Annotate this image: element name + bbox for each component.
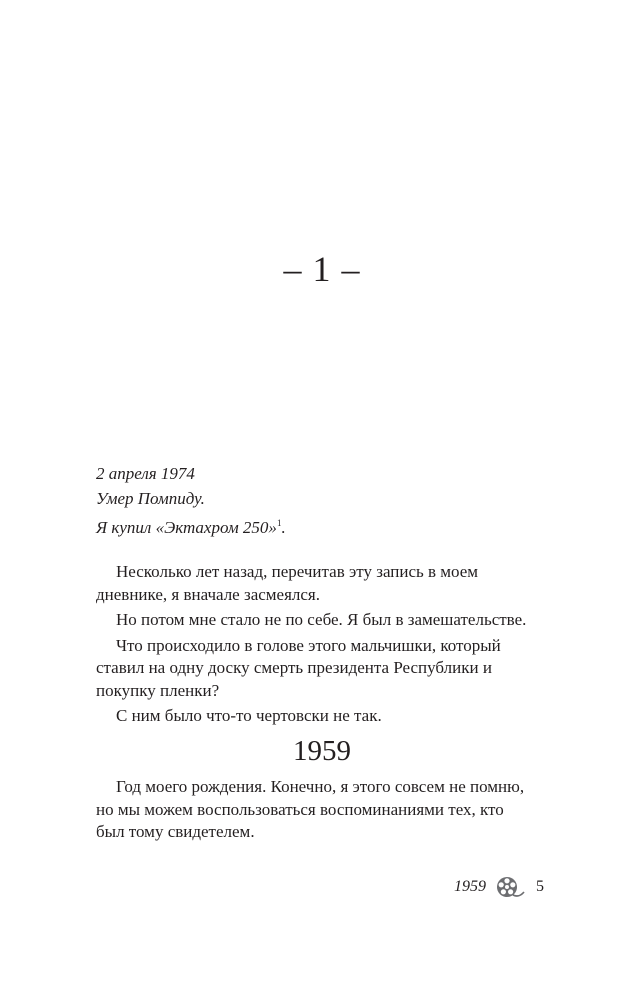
epigraph-date: 2 апреля 1974 bbox=[96, 464, 195, 483]
running-title: 1959 bbox=[454, 878, 486, 895]
footnote-mark: 1 bbox=[276, 518, 282, 528]
epigraph-punct: . bbox=[281, 518, 286, 537]
epigraph-line bbox=[96, 511, 286, 540]
page-number: 5 bbox=[536, 878, 544, 895]
section-heading: 1959 bbox=[293, 735, 351, 767]
body-text bbox=[96, 561, 528, 728]
page-footer bbox=[454, 876, 544, 898]
body-text bbox=[96, 776, 528, 844]
epigraph-line: Умер Помпиду. bbox=[96, 489, 205, 508]
paragraph: Но потом мне стало не по себе. Я был в замешательстве. bbox=[116, 610, 527, 629]
paragraph: Что происходило в голове этого мальчишки, который ставил на одну доску смерть президента Республики и покупку пленки? bbox=[96, 635, 501, 700]
paragraph: С ним было что-то чертовски не так. bbox=[116, 706, 382, 725]
chapter-number: – 1 – bbox=[283, 249, 361, 289]
film-reel-icon bbox=[496, 876, 526, 898]
epigraph bbox=[96, 461, 286, 540]
epigraph-line-text: Я купил «Эктахром 250» bbox=[96, 518, 277, 537]
paragraph: Год моего рождения. Конечно, я этого совсем не помню, но мы можем воспользоваться воспоминаниями тех, кто был тому свидетелем. bbox=[96, 777, 525, 841]
paragraph: Несколько лет назад, перечитав эту запись в моем дневнике, я вначале засмеялся. bbox=[96, 562, 479, 604]
